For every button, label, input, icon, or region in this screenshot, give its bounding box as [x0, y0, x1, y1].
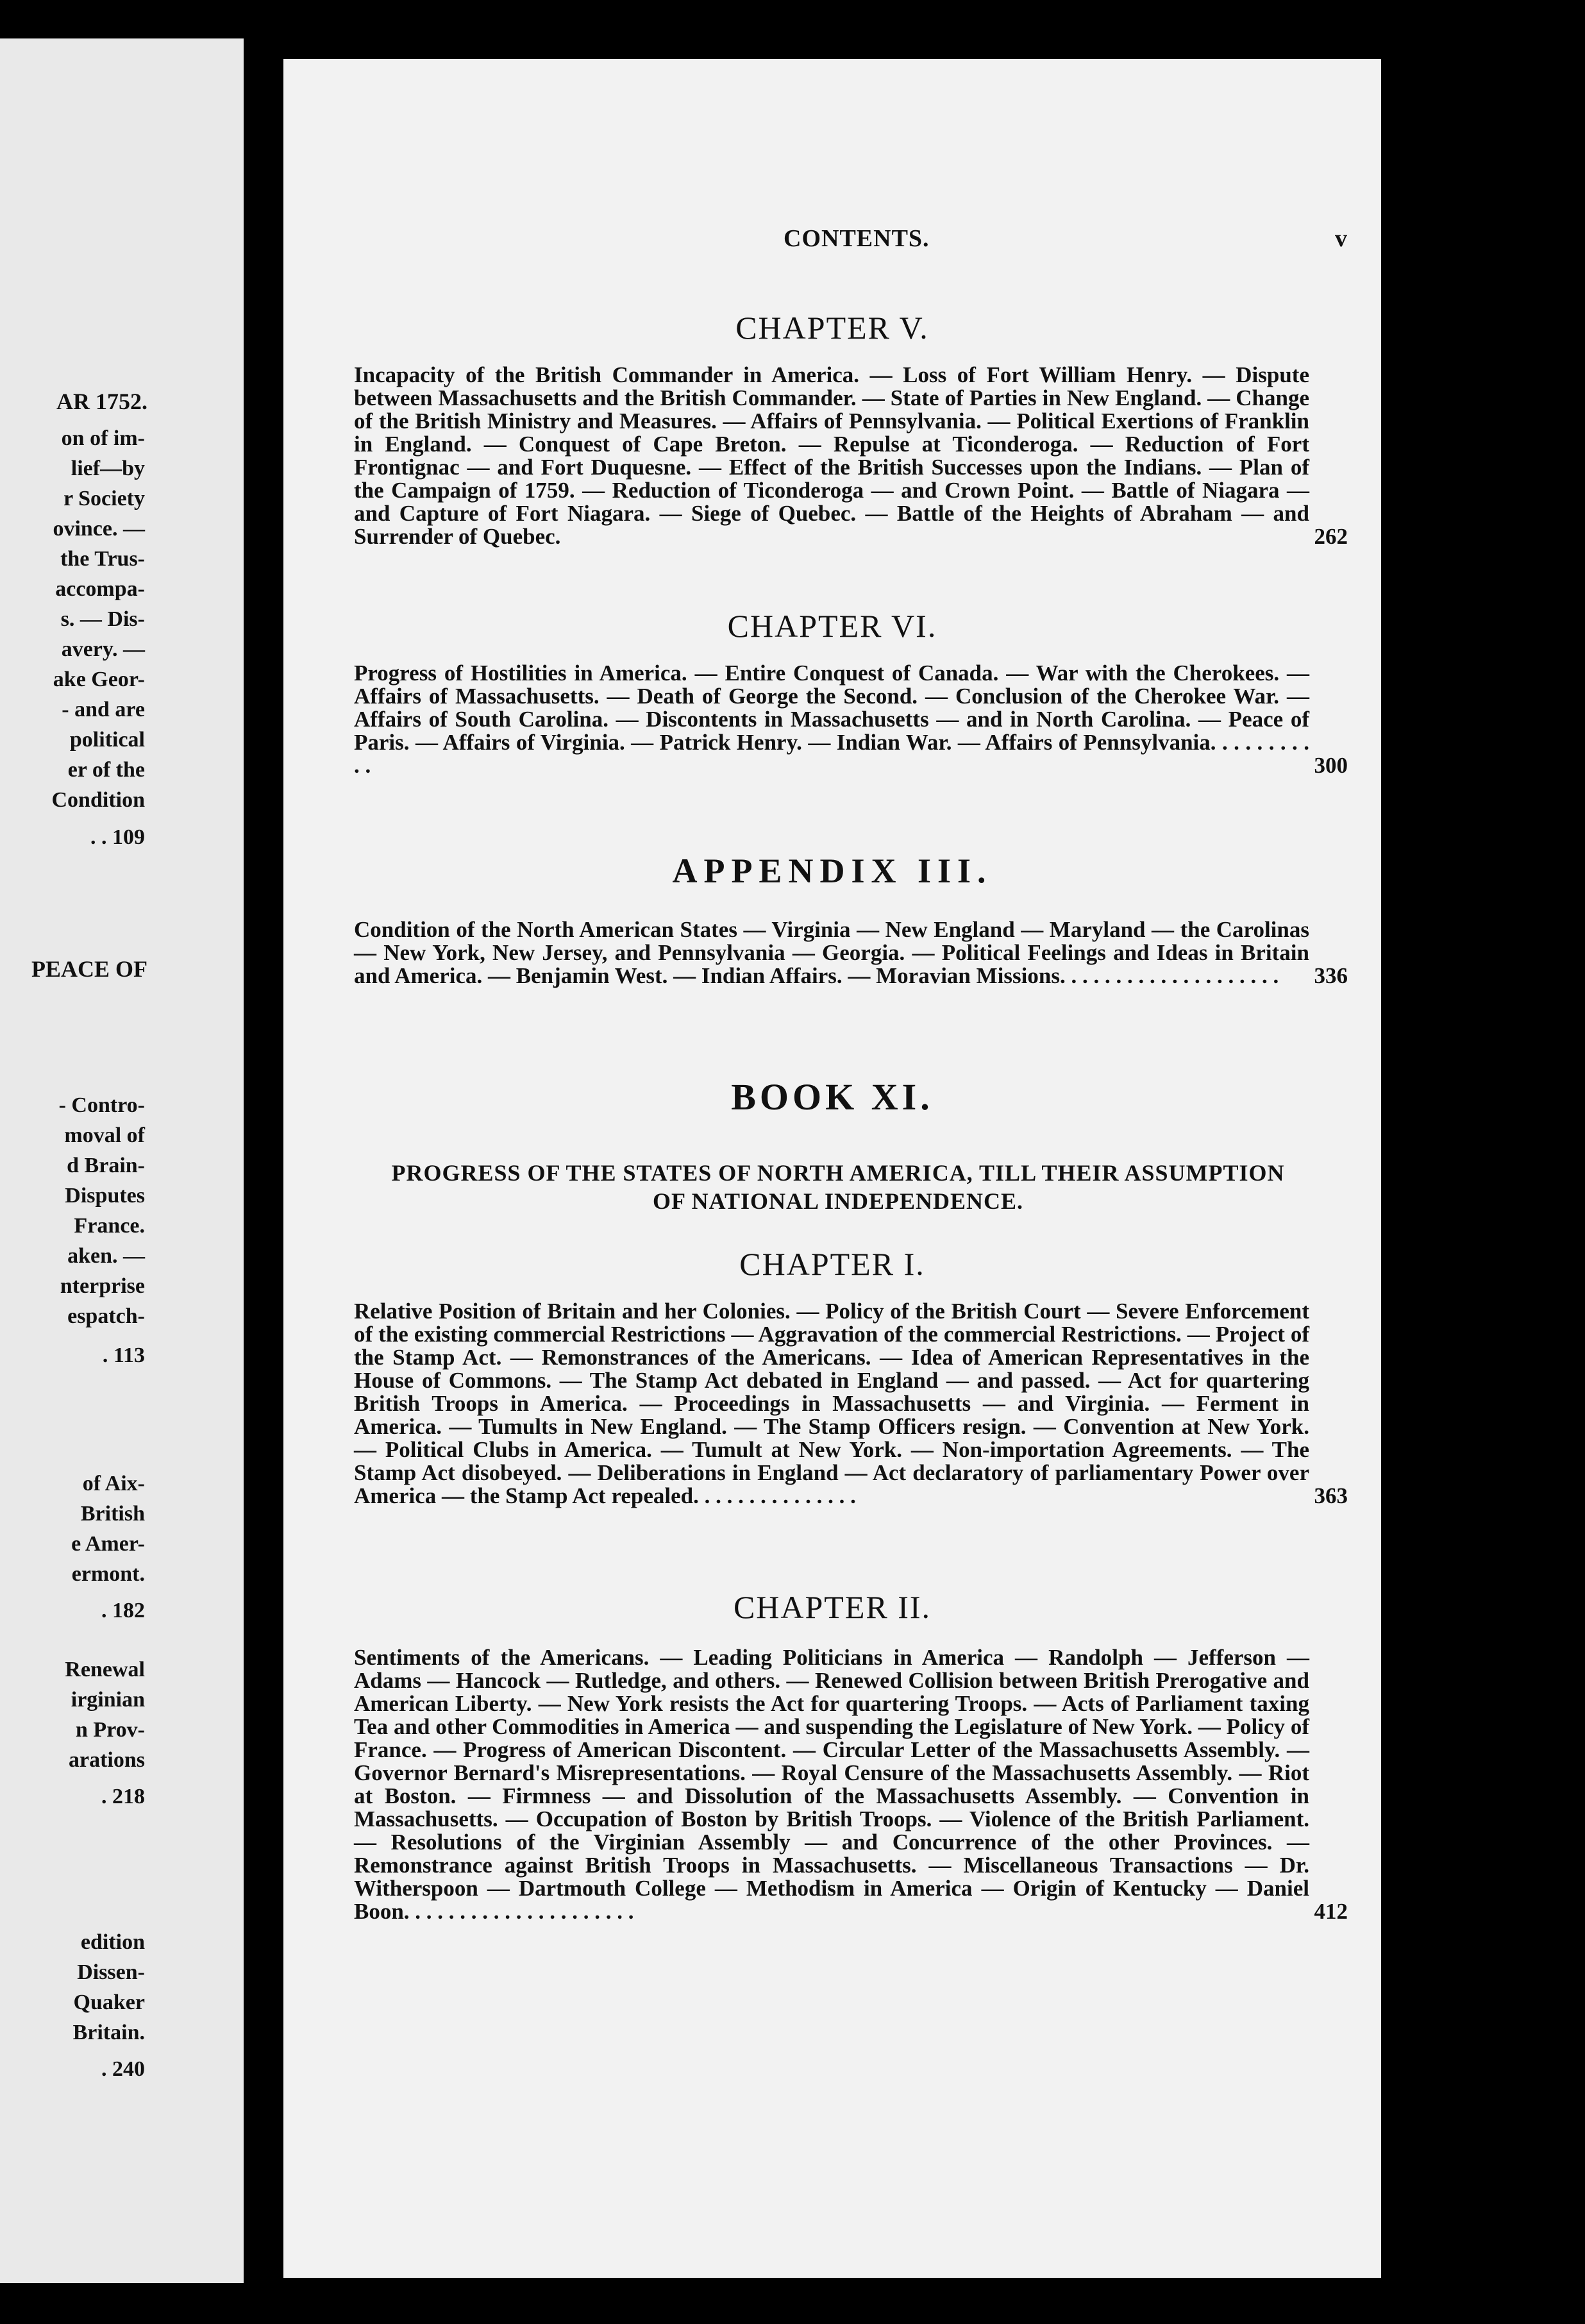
page-reference: 363: [1314, 1483, 1348, 1508]
left-line: ovince. —: [53, 517, 145, 541]
left-line: irginian: [71, 1688, 145, 1712]
appendix-heading: APPENDIX III.: [672, 852, 993, 890]
left-line: espatch-: [67, 1304, 145, 1328]
chapter-heading: CHAPTER I.: [739, 1246, 925, 1282]
page-folio: v: [1335, 225, 1347, 252]
left-line: ake Geor-: [53, 668, 145, 691]
left-line: edition: [80, 1930, 145, 1954]
left-line: Dissen-: [77, 1960, 145, 1984]
left-line: arations: [69, 1748, 145, 1772]
left-line: ermont.: [71, 1562, 145, 1586]
page-reference: 300: [1314, 753, 1348, 778]
left-line: of Aix-: [82, 1472, 145, 1495]
left-line: aken. —: [67, 1244, 145, 1268]
left-line: the Trus-: [60, 547, 145, 571]
page-reference: 262: [1314, 524, 1348, 549]
left-line: - Contro-: [58, 1093, 145, 1117]
left-line: political: [69, 728, 145, 752]
left-line: - and are: [62, 698, 145, 721]
left-line: avery. —: [61, 637, 145, 661]
left-line: e Amer-: [71, 1532, 145, 1556]
left-line: Disputes: [65, 1184, 145, 1208]
chapter-summary: [354, 661, 1348, 778]
book-subtitle: PROGRESS OF THE STATES OF NORTH AMERICA, TILL THEIR ASSUMPTION OF NATIONAL INDEPENDENCE.: [391, 1160, 1285, 1214]
left-page-fragment: [0, 38, 244, 2283]
left-line: . 182: [101, 1599, 145, 1622]
left-line: France.: [74, 1214, 145, 1238]
running-head: CONTENTS.: [784, 225, 930, 252]
left-line: n Prov-: [76, 1718, 145, 1742]
chapter-summary: [354, 362, 1348, 549]
left-line: Quaker: [73, 1991, 145, 2014]
left-line: r Society: [63, 487, 145, 510]
left-line: . 113: [102, 1343, 145, 1367]
chapter-heading: CHAPTER II.: [733, 1589, 932, 1625]
summary-text: Progress of Hostilities in America. — Entire Conquest of Canada. — War with the Cherokees. — Affairs of Massachusetts. — Death of George the Second. — Conclusion of the Cherokee War. — Affairs of South Carolina. — Discontents in Massachusetts — and in North Carolina. — Peace of Paris. — Affairs of Virginia. — Patrick Henry. — Indian War. — Affairs of Pennsylvania. . . . . . . . . . .: [354, 661, 1309, 778]
left-section-head: PEACE OF: [31, 956, 147, 982]
left-line: . 240: [101, 2057, 145, 2081]
left-line: Condition: [51, 788, 145, 812]
summary-text: Sentiments of the Americans. — Leading Politicians in America — Randolph — Jefferson — Adams — Hancock — Rutledge, and others. — Renewed Collision between British Prerogative and American Liberty. — New York resists the Act for quartering Troops. — Acts of Parliament taxing Tea and other Commodities in America — and suspending the Legislature of New York. — Policy of France. — Progress of American Discontent. — Circular Letter of the Massachusetts Assembly. — Governor Bernard's Misrepresentations. — Royal Censure of the Massachusetts Assembly. — Riot at Boston. — Firmness — and Dissolution of the Massachusetts Assembly. — Convention in Massachusetts. — Occupation of Boston by British Troops. — Violence of the British Parliament. — Resolutions of the Virginian Assembly — and Concurrence of the other Provinces. — Remonstrance against British Troops in Massachusetts. — Miscellaneous Transactions — Dr. Witherspoon — Dartmouth College — Methodism in America — Origin of Kentucky — Daniel Boon. . . . . . . . . . . . . . . . . . . . .: [354, 1645, 1309, 1924]
page-header: [283, 224, 1381, 263]
page-reference: 336: [1314, 963, 1348, 988]
left-line: Britain.: [72, 2021, 145, 2044]
chapter-heading: CHAPTER VI.: [727, 608, 937, 644]
left-line: Renewal: [65, 1658, 145, 1681]
page-reference: 412: [1314, 1899, 1348, 1924]
left-line: nterprise: [60, 1274, 145, 1298]
contents-page: [283, 59, 1381, 2278]
left-line: accompa-: [55, 577, 145, 601]
summary-text: Condition of the North American States — Virginia — New England — Maryland — the Carolinas — New York, New Jersey, and Pennsylvania — Georgia. — Political Feelings and Ideas in Britain and America. — Benjamin West. — Indian Affairs. — Moravian Missions. . . . . . . . . . . . . . . . . . . .: [354, 917, 1309, 988]
left-line: s. — Dis-: [60, 607, 145, 631]
left-line: d Brain-: [67, 1154, 145, 1177]
left-line: er of the: [67, 758, 145, 782]
chapter-summary: [354, 1645, 1348, 1924]
left-line: . 218: [101, 1785, 145, 1808]
appendix-summary: [354, 917, 1348, 988]
summary-text: Incapacity of the British Commander in America. — Loss of Fort William Henry. — Dispute between Massachusetts and the British Commander. — State of Parties in New England. — Change of the British Ministry and Measures. — Affairs of Pennsylvania. — Political Exertions of Franklin in England. — Conquest of Cape Breton. — Repulse at Ticonderoga. — Reduction of Fort Frontignac — and Fort Duquesne. — Effect of the British Successes upon the Indians. — Plan of the Campaign of 1759. — Reduction of Ticonderoga — and Crown Point. — Battle of Niagara — and Capture of Fort Niagara. — Siege of Quebec. — Battle of the Heights of Abraham — and Surrender of Quebec.: [354, 362, 1309, 549]
chapter-heading: CHAPTER V.: [735, 310, 929, 346]
left-running-head: AR 1752.: [56, 389, 147, 414]
left-line: moval of: [64, 1124, 145, 1147]
chapter-summary: [354, 1299, 1348, 1508]
left-line: British: [80, 1502, 145, 1526]
left-line: lief—by: [71, 457, 145, 480]
left-line: . . 109: [90, 825, 145, 849]
summary-text: Relative Position of Britain and her Colonies. — Policy of the British Court — Severe Enforcement of the existing commercial Restrictions — Aggravation of the commercial Restrictions. — Project of the Stamp Act. — Remonstrances of the Americans. — Idea of American Representatives in the House of Commons. — The Stamp Act debated in England — and passed. — Act for quartering British Troops in America. — Proceedings in Massachusetts — and Virginia. — Ferment in America. — Tumults in New England. — The Stamp Officers resign. — Convention at New York. — Political Clubs in America. — Tumult at New York. — Non-importation Agreements. — The Stamp Act disobeyed. — Deliberations in England — Act declaratory of parliamentary Power over America — the Stamp Act repealed. . . . . . . . . . . . . . .: [354, 1299, 1309, 1508]
left-line: on of im-: [61, 426, 145, 450]
book-heading: BOOK XI.: [731, 1076, 934, 1118]
